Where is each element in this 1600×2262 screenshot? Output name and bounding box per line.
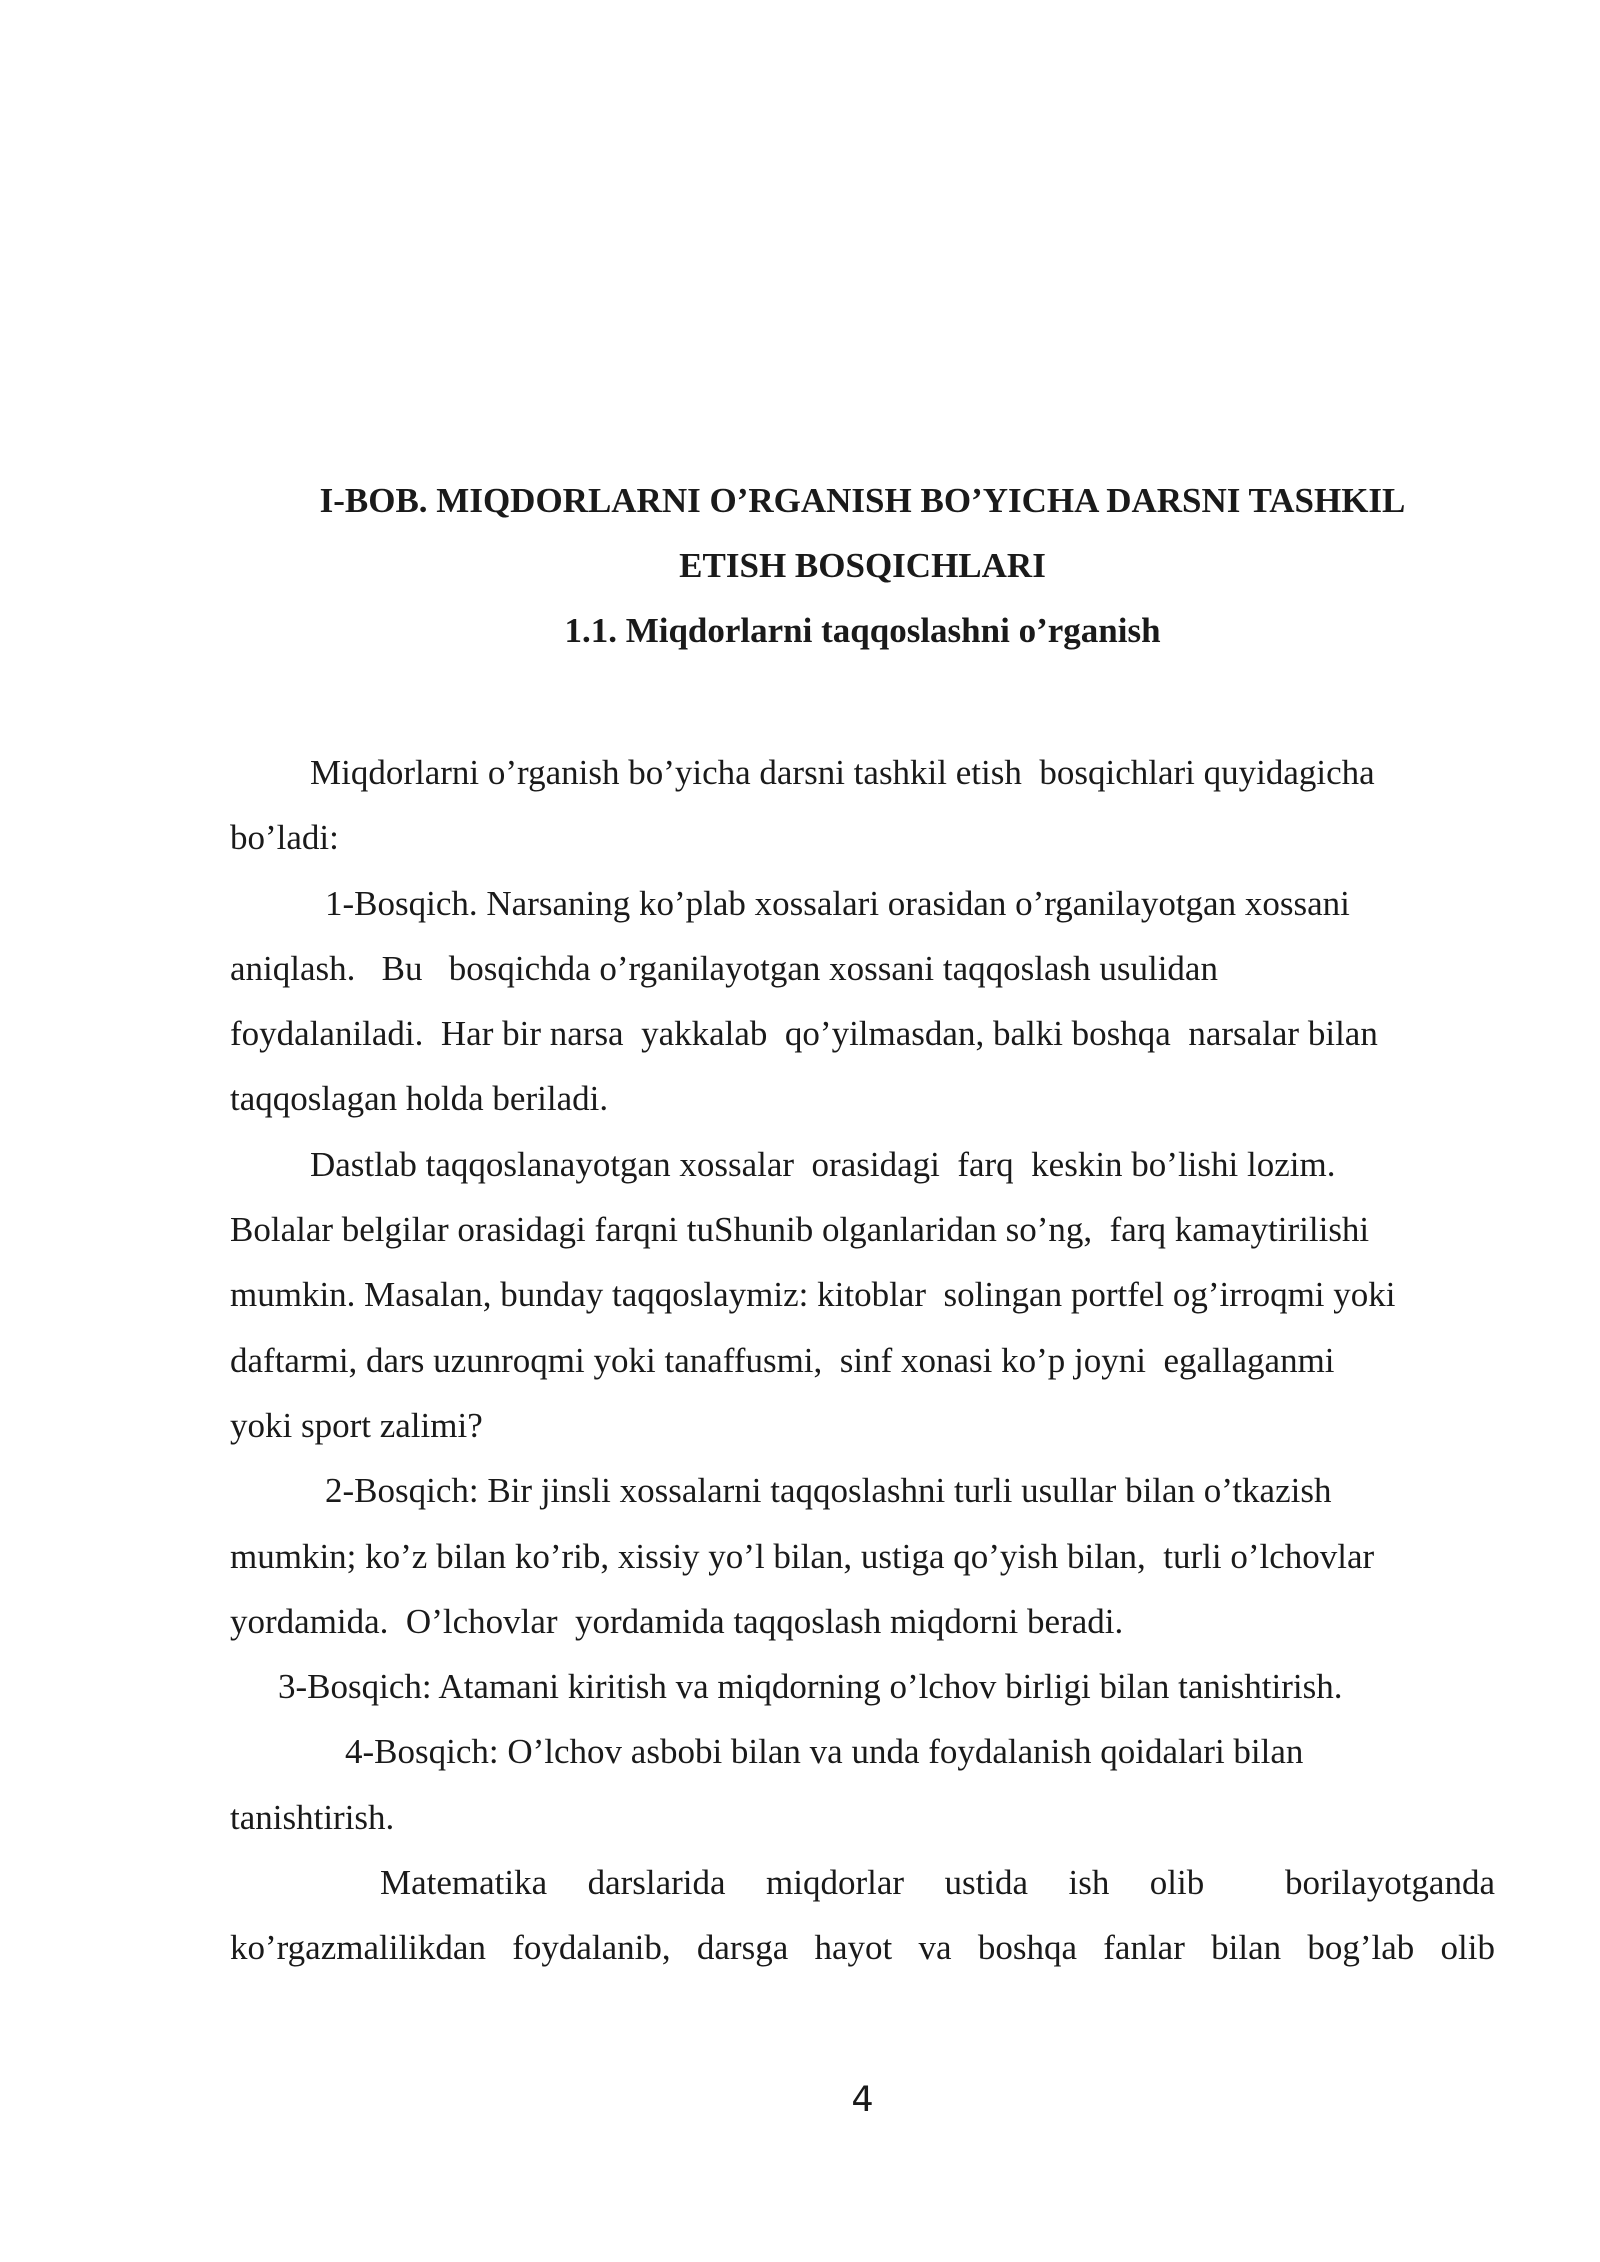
page-number: 4 <box>851 2080 874 2120</box>
paragraph-stage-3: 3-Bosqich: Atamani kiritish va miqdorning o’lchov birligi bilan tanishtirish. <box>278 1667 1343 1707</box>
chapter-title-line-2: ETISH BOSQICHLARI <box>679 546 1046 585</box>
paragraph-stage-1: 1-Bosqich. Narsaning ko’plab xossalari orasidan o’rganilayotgan xossani aniqlash. Bu bosqichda o’rganilayotgan xossani taqqoslash usulidan foydalaniladi. Har bir narsa yakkalab qo’yilmasdan, balki boshqa narsalar bilan taqqoslagan holda beriladi. <box>230 883 1378 1119</box>
paragraph-intro: Miqdorlarni o’rganish bo’yicha darsni tashkil etish bosqichlari quyidagicha bo’ladi: <box>230 753 1375 858</box>
paragraph-stage-4: 4-Bosqich: O’lchov asbobi bilan va unda foydalanish qoidalari bilan tanishtirish. <box>230 1732 1304 1837</box>
chapter-title-line-1: I-BOB. MIQDORLARNI O’RGANISH BO’YICHA DARSNI TASHKIL <box>319 481 1406 520</box>
paragraph-math-lessons: Matematika darslarida miqdorlar ustida ish olib borilayotganda ko’rgazmalilikdan foydalanib, darsga hayot va boshqa fanlar bilan bog’lab olib <box>230 1863 1495 1968</box>
paragraph-comparison: Dastlab taqqoslanayotgan xossalar orasidagi farq keskin bo’lishi lozim. Bolalar belgilar orasidagi farqni tuShunib olganlaridan so’ng, farq kamaytirilishi mumkin. Masalan, bunday taqqoslaymiz: kitoblar solingan portfel og’irroqmi yoki daftarmi, dars uzunroqmi yoki tanaffusmi, sinf xonasi ko’p joyni egallaganmi yoki sport zalimi? <box>230 1144 1396 1445</box>
body-text <box>230 740 1495 1981</box>
section-title: 1.1. Miqdorlarni taqqoslashni o’rganish <box>564 611 1161 650</box>
paragraph-stage-2: 2-Bosqich: Bir jinsli xossalarni taqqoslashni turli usullar bilan o’tkazish mumkin; ko’z bilan ko’rib, xissiy yo’l bilan, ustiga qo’yish bilan, turli o’lchovlar yordamida. O’lchovlar yordamida taqqoslash miqdorni beradi. <box>230 1471 1375 1641</box>
